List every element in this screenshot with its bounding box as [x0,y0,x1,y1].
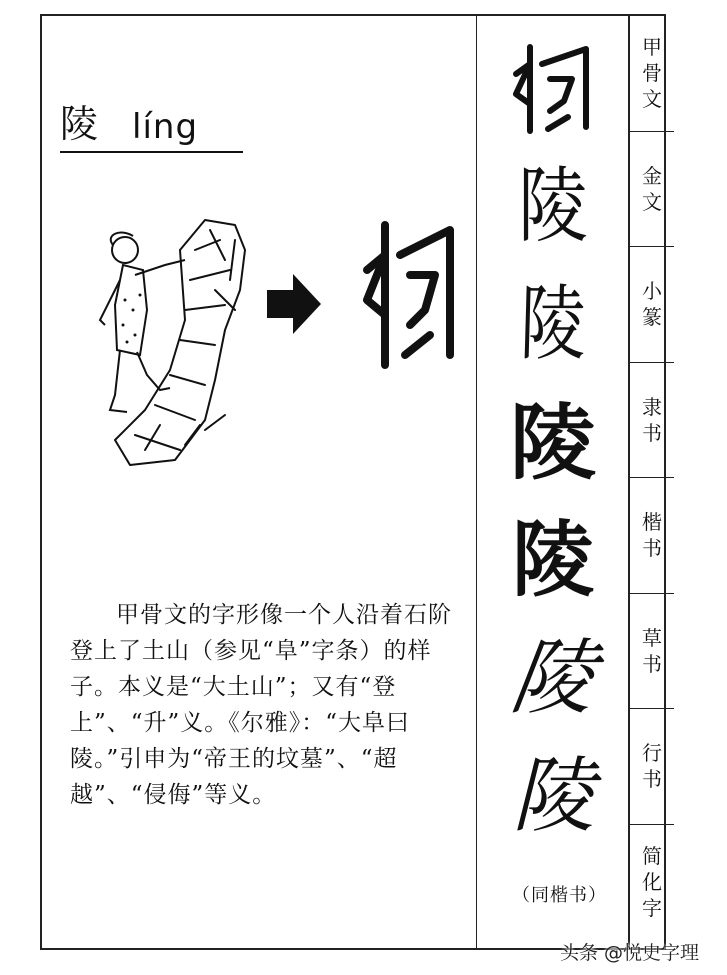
script-forms-column [498,30,608,856]
label-bronze: 金 文 [630,132,674,248]
label-simplified: 简 化 字 [642,844,662,921]
column-divider [476,16,477,948]
label-oracle-bone: 甲 骨 文 [630,16,674,132]
right-arrow-icon [265,272,323,336]
oracle-bone-form [498,30,608,148]
clerical-script-form: 陵 [509,395,597,491]
oracle-bone-glyph-large [355,215,465,375]
label-seal: 小 篆 [630,247,674,363]
bronze-form: 陵 [518,159,588,254]
simplified-note: （同楷书） [512,885,607,906]
heading-character: 陵 [60,102,99,146]
entry-heading [60,98,245,156]
heading-underline [60,151,243,153]
oracle-bone-glyph-small [508,39,598,139]
description-text [70,597,470,813]
running-script-form: 陵 [512,749,594,844]
label-running: 行 书 [630,709,674,825]
seal-script-form: 陵 [518,277,588,372]
label-regular: 楷 书 [630,478,674,594]
watermark: 头条 @悦史字理 [560,942,700,964]
climbing-man-illustration [85,210,260,470]
label-clerical: 隶 书 [630,363,674,479]
description-paragraph: 甲骨文的字形像一个人沿着石阶登上了土山（参见“阜”字条）的样子。本义是“大土山”；又有“登上”、“升”义。《尔雅》：“大阜曰陵。”引申为“帝王的坟墓”、“超越”、“侵侮”等义。 [70,602,452,808]
regular-script-form: 陵 [511,513,594,608]
label-cursive: 草 书 [630,594,674,710]
cursive-script-form: 陵 [505,631,601,726]
script-label-strip [630,16,674,940]
heading-pinyin: líng [132,107,199,147]
